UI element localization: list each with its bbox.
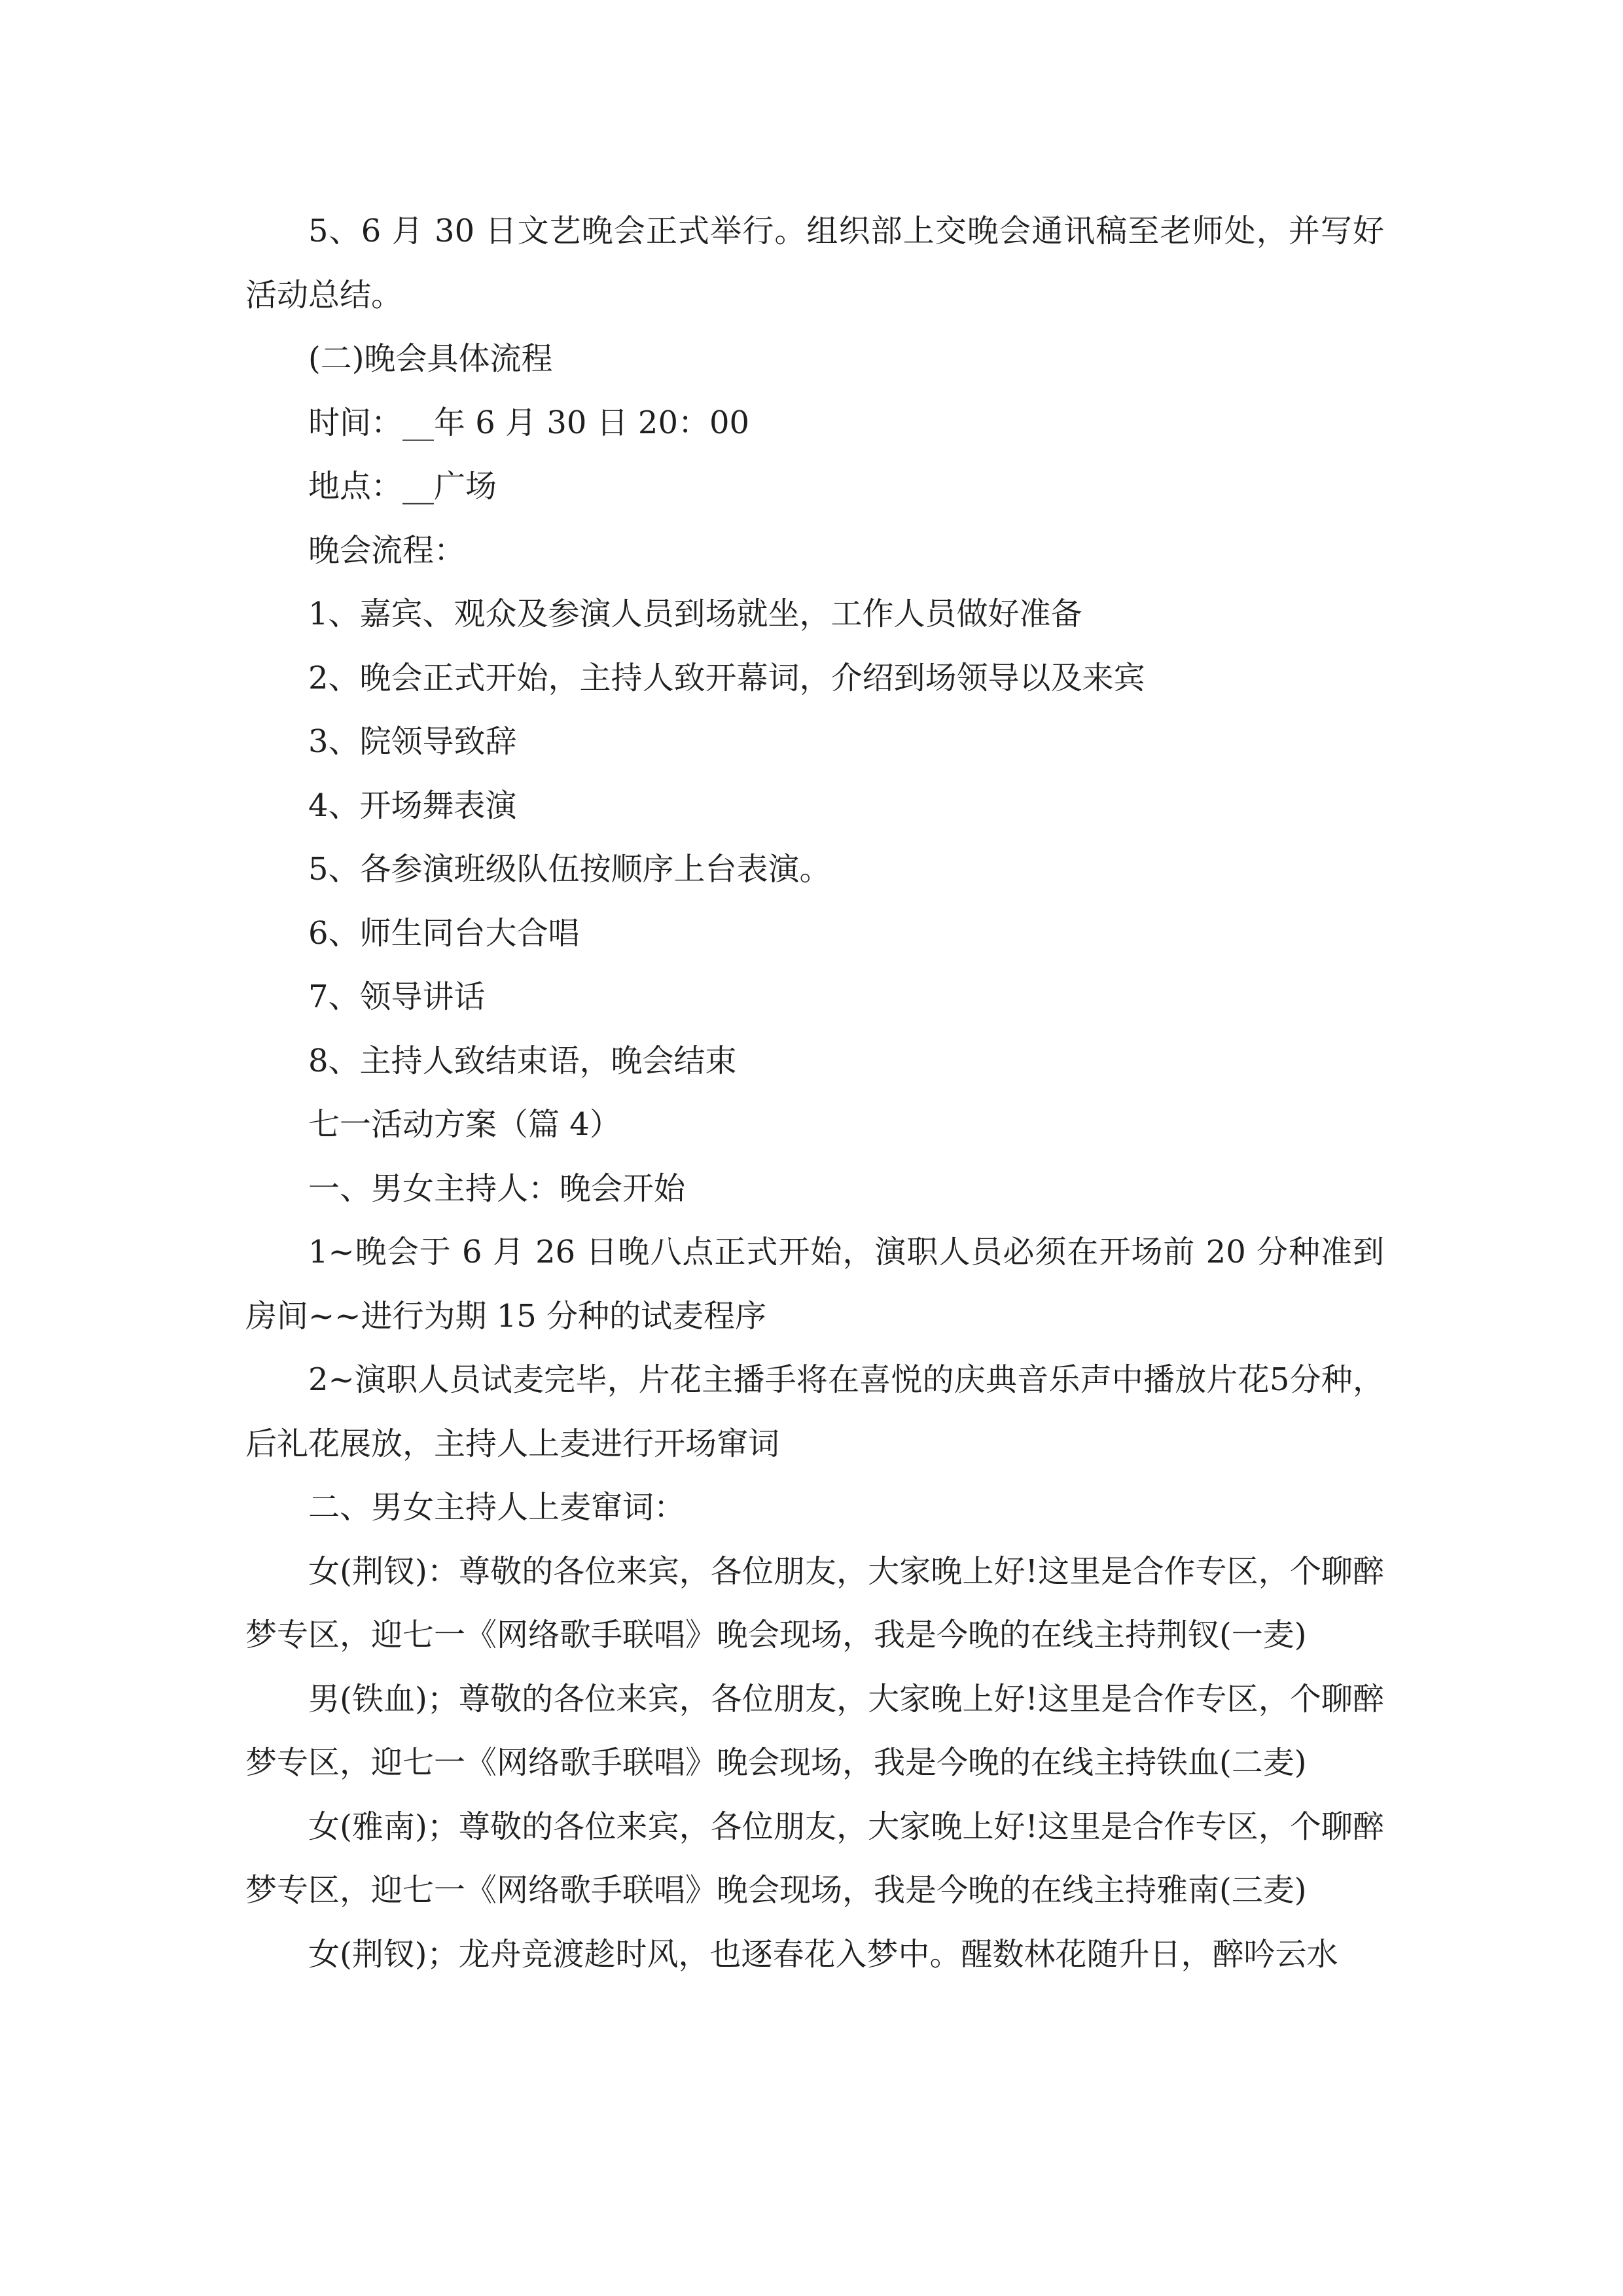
- list-item: 7、领导讲话: [308, 978, 486, 1015]
- paragraph: 男(铁血)；尊敬的各位来宾，各位朋友，大家晚上好!这里是合作专区，个聊醉梦专区，迎七一《网络歌手联唱》晚会现场，我是今晚的在线主持铁血(二麦): [245, 1680, 1384, 1781]
- paragraph: 二、男女主持人上麦窜词：: [308, 1489, 686, 1526]
- paragraph: 女(荆钗)；龙舟竞渡趁时风，也逐春花入梦中。醒数林花随升日，醉吟云水: [308, 1935, 1338, 1973]
- paragraph: 一、男女主持人：晚会开始: [308, 1170, 686, 1207]
- paragraph: 晚会流程：: [308, 531, 466, 569]
- list-item: 3、院领导致辞: [308, 723, 517, 760]
- paragraph: 地点：__广场: [308, 468, 497, 505]
- paragraph: 女(荆钗)：尊敬的各位来宾，各位朋友，大家晚上好!这里是合作专区，个聊醉梦专区，迎七一《网络歌手联唱》晚会现场，我是今晚的在线主持荆钗(一麦): [245, 1552, 1384, 1653]
- list-item: 6、师生同台大合唱: [308, 914, 580, 952]
- paragraph: 2~演职人员试麦完毕，片花主播手将在喜悦的庆典音乐声中播放片花5分种，后礼花展放，主持人上麦进行开场窜词: [245, 1361, 1384, 1462]
- document-body: [245, 200, 1384, 1986]
- paragraph: 女(雅南)；尊敬的各位来宾，各位朋友，大家晚上好!这里是合作专区，个聊醉梦专区，迎七一《网络歌手联唱》晚会现场，我是今晚的在线主持雅南(三麦): [245, 1808, 1384, 1909]
- paragraph: 1~晚会于 6 月 26 日晚八点正式开始，演职人员必须在开场前 20 分种准到房间~~进行为期 15 分种的试麦程序: [245, 1234, 1384, 1335]
- paragraph: 时间：__年 6 月 30 日 20：00: [308, 404, 750, 441]
- list-item: 8、主持人致结束语，晚会结束: [308, 1042, 737, 1079]
- list-item: 2、晚会正式开始，主持人致开幕词，介绍到场领导以及来宾: [308, 659, 1145, 696]
- paragraph: 5、6 月 30 日文艺晚会正式举行。组织部上交晚会通讯稿至老师处，并写好活动总结。: [245, 213, 1384, 314]
- list-item: 4、开场舞表演: [308, 787, 517, 824]
- list-item: 1、嘉宾、观众及参演人员到场就坐，工作人员做好准备: [308, 596, 1082, 632]
- list-item: 5、各参演班级队伍按顺序上台表演。: [308, 851, 831, 888]
- section-heading: (二)晚会具体流程: [308, 340, 553, 377]
- section-heading: 七一活动方案（篇 4）: [308, 1106, 621, 1143]
